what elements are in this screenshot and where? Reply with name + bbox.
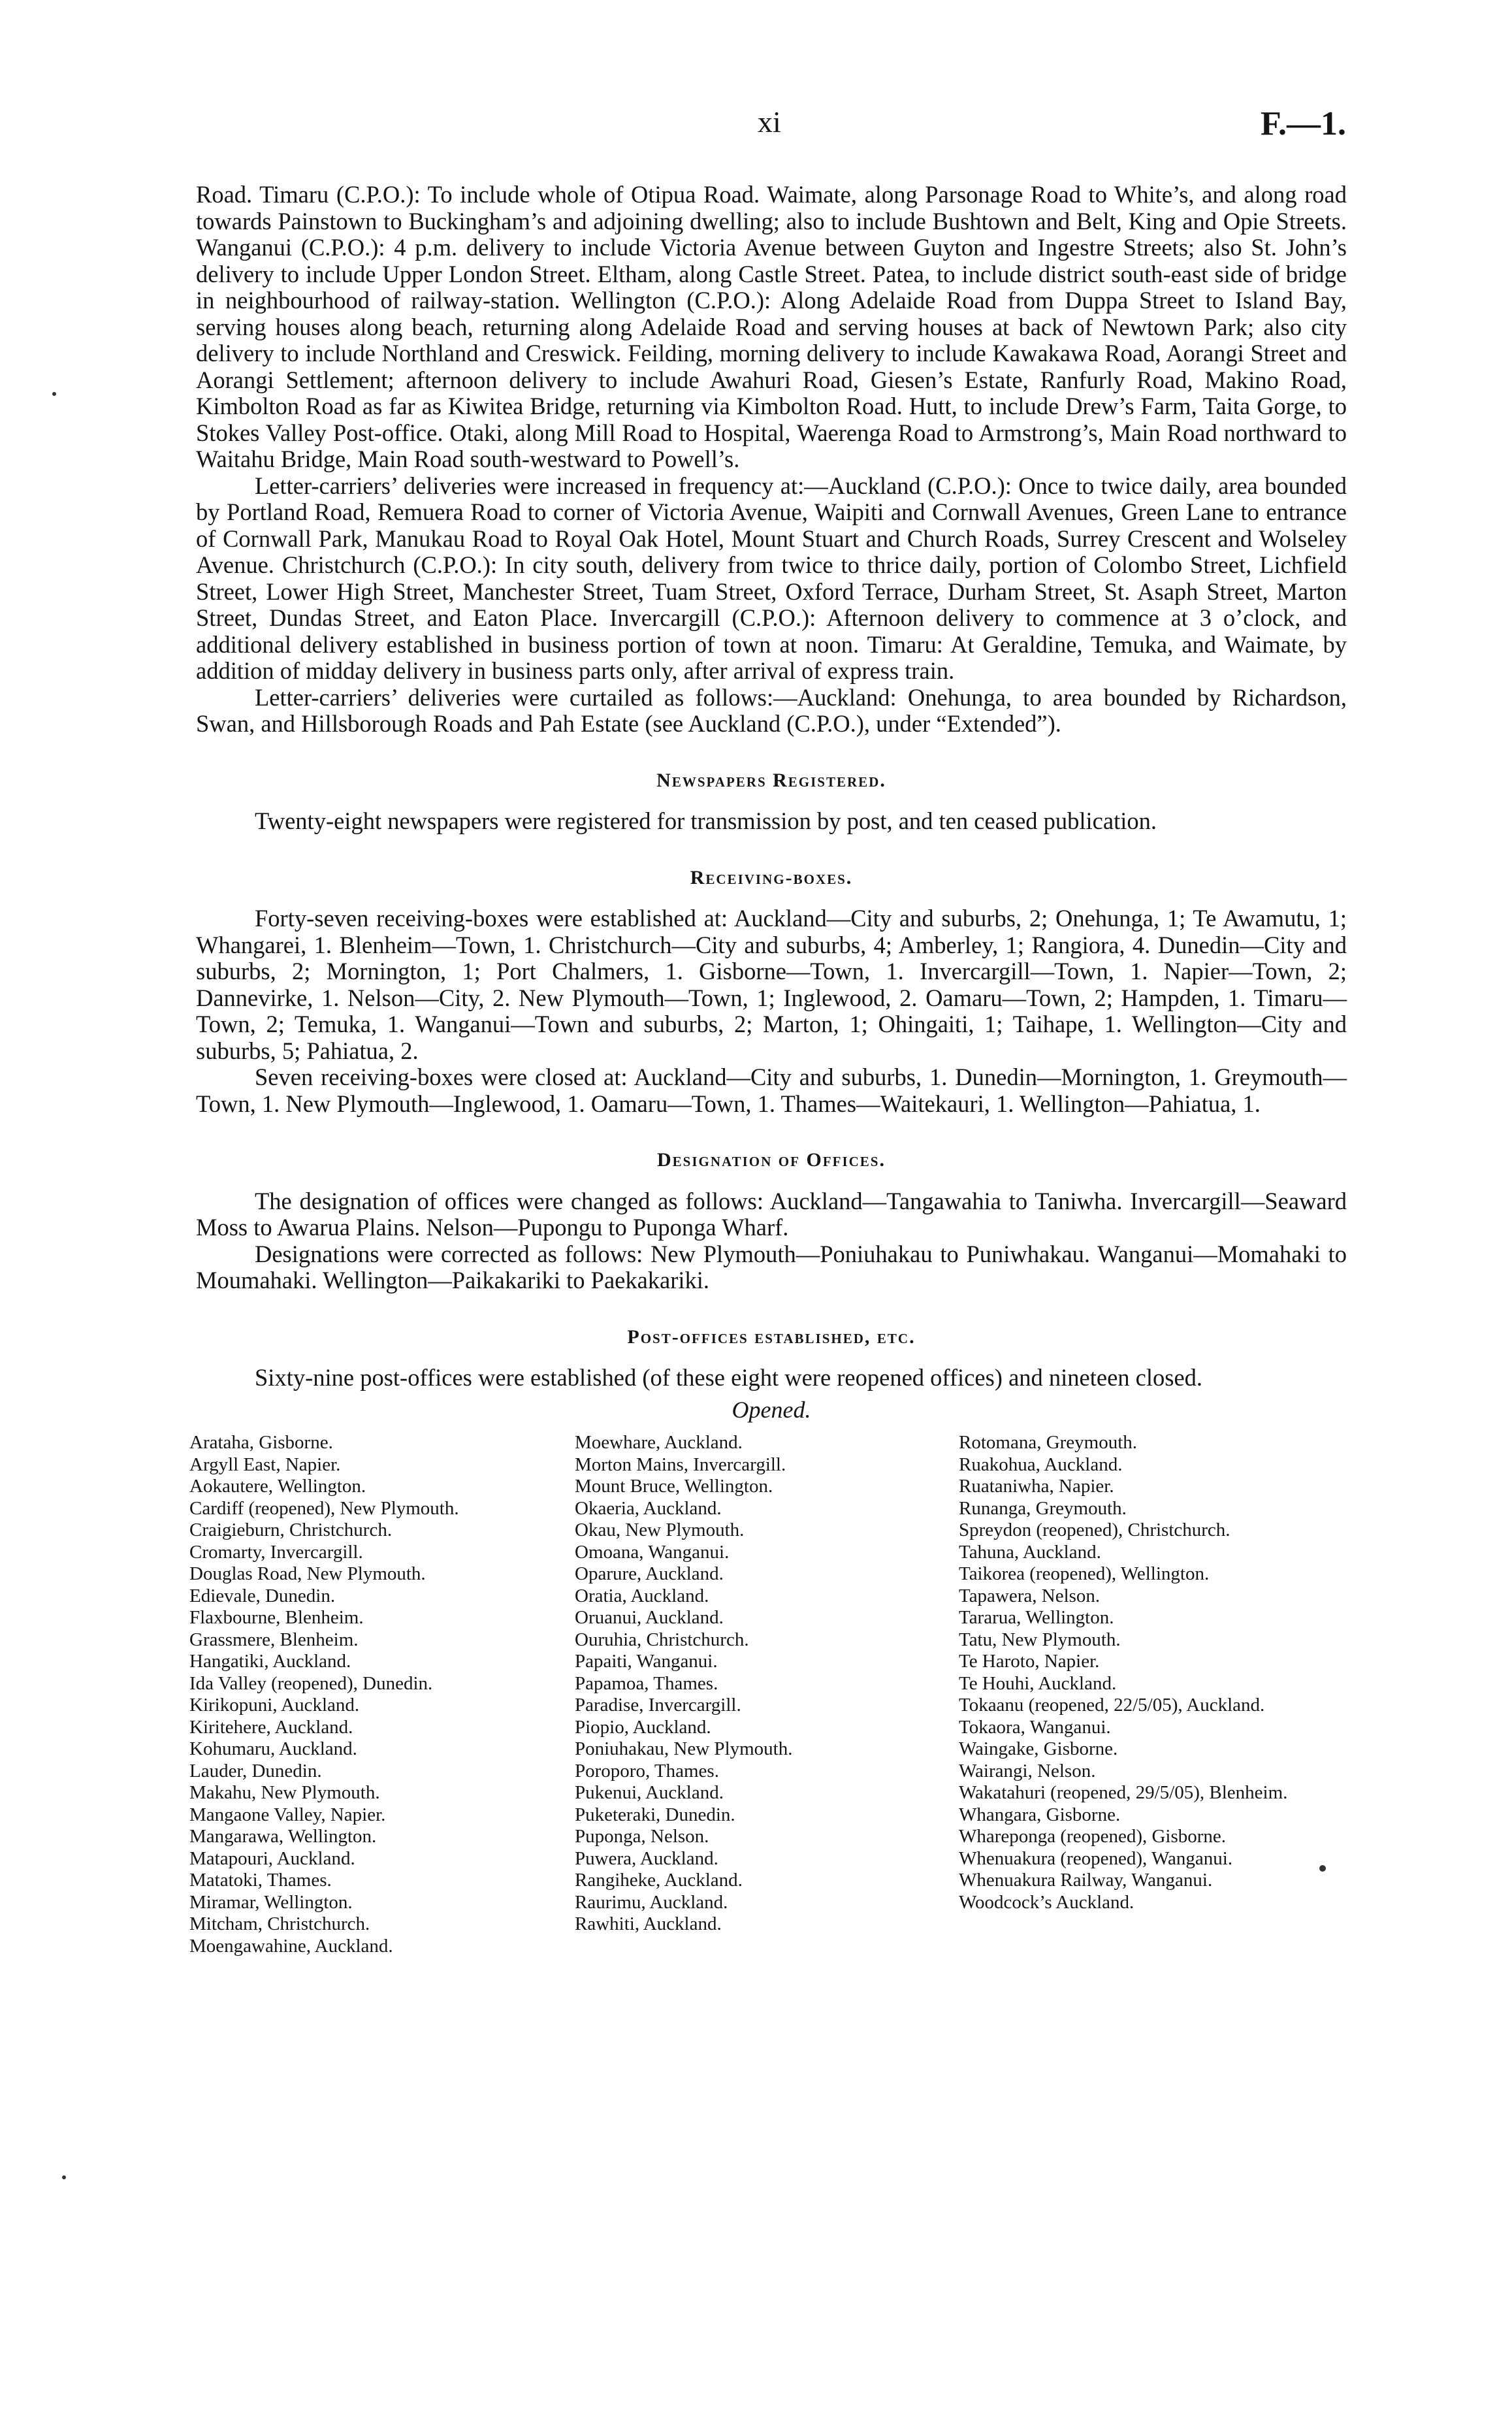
- opened-office-item: Tatu, New Plymouth.: [959, 1629, 1121, 1650]
- opened-office-item: Kiritehere, Auckland.: [189, 1716, 353, 1738]
- opened-office-item: Kirikopuni, Auckland.: [189, 1695, 360, 1716]
- opened-office-item: Pukenui, Auckland.: [575, 1782, 724, 1803]
- opened-office-item: Lauder, Dunedin.: [189, 1760, 322, 1781]
- page-number: xi: [758, 105, 781, 138]
- opened-office-item: Wakatahuri (reopened, 29/5/05), Blenheim.: [959, 1782, 1288, 1803]
- opened-office-item: Tokaora, Wanganui.: [959, 1716, 1111, 1738]
- opened-office-item: Aokautere, Wellington.: [189, 1476, 366, 1497]
- opened-office-item: Okaeria, Auckland.: [575, 1497, 722, 1519]
- opened-office-item: Miramar, Wellington.: [189, 1891, 353, 1913]
- opened-office-item: Ruakohua, Auckland.: [959, 1454, 1123, 1475]
- paragraph-curtailed-deliveries: Letter-carriers’ deliveries were curtailed as follows:—Auckland: Onehunga, to area bounded by Richardson, Swan, and Hillsborough Roads and Pah Estate (see Auckland (C.P.O.), under “Extended”).: [196, 683, 1347, 737]
- opened-office-item: Poniuhakau, New Plymouth.: [575, 1738, 793, 1759]
- opened-office-item: Rotomana, Greymouth.: [959, 1432, 1138, 1453]
- opened-office-item: Arataha, Gisborne.: [189, 1432, 333, 1453]
- opened-office-item: Spreydon (reopened), Christchurch.: [959, 1520, 1231, 1540]
- paragraph-extended-deliveries: Road. Timaru (C.P.O.): To include whole of Otipua Road. Waimate, along Parsonage Road to White’s, and along road towards Painstown to Buckingham’s and adjoining dwelling; also to include Bushtown and Belt, King and Opie Streets. Wanganui (C.P.O.): 4 p.m. delivery to include Victoria Avenue between Guyton and Ingestre Streets; also St. John’s delivery to include Upper London Street. Eltham, along Castle Street. Patea, to include district south-east side of bridge in neighbourhood of railway-station. Wellington (C.P.O.): Along Adelaide Road from Duppa Street to Island Bay, serving houses along beach, returning along Adelaide Road and serving houses at back of Newtown Park; also city delivery to include Northland and Creswick. Feilding, morning delivery to include Kawakawa Road, Aorangi Street and Aorangi Settlement; afternoon delivery to include Awahuri Road, Giesen’s Estate, Ranfurly Road, Makino Road, Kimbolton Road as far as Kiwitea Bridge, returning via Kimbolton Road. Hutt, to include Drew’s Farm, Taita Gorge, to Stokes Valley Post-office. Otaki, along Mill Road to Hospital, Waerenga Road to Armstrong’s, Main Road northward to Waitahu Bridge, Main Road south-westward to Powell’s.: [196, 181, 1347, 472]
- opened-office-item: Oruanui, Auckland.: [575, 1607, 724, 1628]
- opened-office-item: Piopio, Auckland.: [575, 1716, 711, 1738]
- opened-office-item: Ruataniwha, Napier.: [959, 1476, 1114, 1497]
- opened-office-item: Tararua, Wellington.: [959, 1607, 1114, 1628]
- opened-office-item: Douglas Road, New Plymouth.: [189, 1563, 426, 1584]
- opened-list-column-2: [575, 1432, 941, 1936]
- opened-office-item: Moewhare, Auckland.: [575, 1432, 743, 1453]
- opened-list-column-3: [959, 1432, 1351, 1913]
- paragraph-designation-changed: The designation of offices were changed as follows: Auckland—Tangawahia to Taniwha. Invercargill—Seaward Moss to Awarua Plains. Nelson—Pupongu to Puponga Wharf.: [196, 1187, 1347, 1241]
- opened-office-item: Mitcham, Christchurch.: [189, 1913, 370, 1934]
- opened-office-item: Woodcock’s Auckland.: [959, 1891, 1134, 1913]
- print-speck: [52, 392, 56, 396]
- opened-office-item: Te Haroto, Napier.: [959, 1651, 1100, 1672]
- opened-office-item: Kohumaru, Auckland.: [189, 1738, 357, 1759]
- page-content: [189, 181, 1347, 1968]
- opened-office-item: Whenuakura (reopened), Wanganui.: [959, 1847, 1233, 1869]
- opened-office-item: Flaxbourne, Blenheim.: [189, 1607, 364, 1628]
- opened-office-item: Matatoki, Thames.: [189, 1870, 332, 1891]
- opened-office-item: Moengawahine, Auckland.: [189, 1935, 393, 1957]
- opened-office-item: Whareponga (reopened), Gisborne.: [959, 1826, 1227, 1847]
- opened-office-item: Paradise, Invercargill.: [575, 1695, 741, 1716]
- opened-office-item: Runanga, Greymouth.: [959, 1497, 1127, 1519]
- opened-office-item: Puwera, Auckland.: [575, 1847, 718, 1869]
- print-speck: [1319, 1865, 1326, 1872]
- opened-office-item: Tokaanu (reopened, 22/5/05), Auckland.: [959, 1695, 1265, 1716]
- section-heading-receiving-boxes: Receiving-boxes.: [690, 866, 853, 888]
- opened-office-item: Grassmere, Blenheim.: [189, 1629, 359, 1650]
- paragraph-boxes-closed: Seven receiving-boxes were closed at: Auckland—City and suburbs, 1. Dunedin—Mornington, 1. Greymouth—Town, 1. New Plymouth—Inglewood, 1. Oamaru—Town, 1. Thames—Waitekauri, 1. Wellington—Pahiatua, 1.: [196, 1064, 1347, 1117]
- opened-office-item: Mangarawa, Wellington.: [189, 1826, 377, 1847]
- opened-office-item: Wairangi, Nelson.: [959, 1760, 1096, 1781]
- opened-office-item: Puponga, Nelson.: [575, 1826, 709, 1847]
- opened-office-item: Waingake, Gisborne.: [959, 1738, 1118, 1759]
- section-heading-designation: Designation of Offices.: [657, 1149, 886, 1171]
- opened-office-item: Argyll East, Napier.: [189, 1454, 341, 1475]
- opened-office-item: Mangaone Valley, Napier.: [189, 1804, 386, 1825]
- opened-office-item: Mount Bruce, Wellington.: [575, 1476, 773, 1497]
- opened-office-item: Oparure, Auckland.: [575, 1563, 724, 1584]
- opened-office-item: Whangara, Gisborne.: [959, 1804, 1121, 1825]
- opened-offices-lists: [189, 1432, 1347, 1968]
- opened-subheading: Opened.: [732, 1396, 811, 1423]
- opened-office-item: Whenuakura Railway, Wanganui.: [959, 1870, 1213, 1891]
- opened-office-item: Hangatiki, Auckland.: [189, 1651, 351, 1672]
- opened-office-item: Morton Mains, Invercargill.: [575, 1454, 786, 1475]
- paragraph-designation-corrected: Designations were corrected as follows: New Plymouth—Poniuhakau to Puniwhakau. Wanganui—Momahaki to Moumahaki. Wellington—Paikakariki to Paekakariki.: [196, 1240, 1347, 1293]
- paragraph-increased-deliveries: Letter-carriers’ deliveries were increased in frequency at:—Auckland (C.P.O.): Once to twice daily, area bounded by Portland Road, Remuera Road to corner of Victoria Avenue, Waipiti and Cornwall Avenues, Green Lane to entrance of Cornwall Park, Manukau Road to Royal Oak Hotel, Mount Stuart and Church Roads, Surrey Crescent and Wolseley Avenue. Christchurch (C.P.O.): In city south, delivery from twice to thrice daily, portion of Colombo Street, Lichfield Street, Lower High Street, Manchester Street, Tuam Street, Oxford Terrace, Durham Street, St. Asaph Street, Marton Street, Dundas Street, and Eaton Place. Invercargill (C.P.O.): Afternoon delivery to commence at 3 o’clock, and additional delivery established in business portion of town at noon. Timaru: At Geraldine, Temuka, and Waimate, by addition of midday delivery in business parts only, after arrival of express train.: [196, 472, 1347, 684]
- opened-office-item: Ida Valley (reopened), Dunedin.: [189, 1672, 433, 1694]
- opened-office-item: Tapawera, Nelson.: [959, 1585, 1101, 1606]
- paragraph-newspapers: Twenty-eight newspapers were registered for transmission by post, and ten ceased publication.: [255, 807, 1157, 834]
- opened-office-item: Okau, New Plymouth.: [575, 1520, 745, 1540]
- opened-office-item: Poroporo, Thames.: [575, 1760, 719, 1781]
- opened-office-item: Cardiff (reopened), New Plymouth.: [189, 1497, 459, 1519]
- page-header: [0, 105, 1512, 157]
- print-speck: [62, 2175, 66, 2179]
- opened-office-item: Tahuna, Auckland.: [959, 1541, 1101, 1563]
- opened-office-item: Edievale, Dunedin.: [189, 1585, 336, 1606]
- opened-office-item: Makahu, New Plymouth.: [189, 1782, 380, 1803]
- opened-office-item: Cromarty, Invercargill.: [189, 1541, 363, 1563]
- section-heading-newspapers: Newspapers Registered.: [656, 769, 886, 791]
- document-reference: F.—1.: [1261, 105, 1346, 142]
- opened-office-item: Omoana, Wanganui.: [575, 1541, 730, 1563]
- opened-office-item: Taikorea (reopened), Wellington.: [959, 1563, 1210, 1584]
- opened-office-item: Rawhiti, Auckland.: [575, 1913, 722, 1934]
- opened-list-column-1: [189, 1432, 555, 1957]
- paragraph-boxes-established: Forty-seven receiving-boxes were established at: Auckland—City and suburbs, 2; Onehunga, 1; Te Awamutu, 1; Whangarei, 1. Blenheim—Town, 1. Christchurch—City and suburbs, 4; Amberley, 1; Rangiora, 4. Dunedin—City and suburbs, 2; Mornington, 1; Port Chalmers, 1. Gisborne—Town, 1. Invercargill—Town, 1. Napier—Town, 2; Dannevirke, 1. Nelson—City, 2. New Plymouth—Town, 1; Inglewood, 2. Oamaru—Town, 2; Hampden, 1. Timaru—Town, 2; Temuka, 1. Wanganui—Town and suburbs, 2; Marton, 1; Ohingaiti, 1; Taihape, 1. Wellington—City and suburbs, 5; Pahiatua, 2.: [196, 905, 1347, 1064]
- paragraph-post-offices: Sixty-nine post-offices were established (of these eight were reopened offices) and nineteen closed.: [255, 1364, 1203, 1391]
- opened-office-item: Rangiheke, Auckland.: [575, 1870, 743, 1891]
- opened-office-item: Raurimu, Auckland.: [575, 1891, 728, 1913]
- opened-office-item: Ouruhia, Christchurch.: [575, 1629, 749, 1650]
- opened-office-item: Te Houhi, Auckland.: [959, 1672, 1117, 1694]
- opened-office-item: Craigieburn, Christchurch.: [189, 1520, 393, 1540]
- opened-office-item: Puketeraki, Dunedin.: [575, 1804, 735, 1825]
- opened-office-item: Matapouri, Auckland.: [189, 1847, 355, 1869]
- opened-office-item: Oratia, Auckland.: [575, 1585, 709, 1606]
- opened-office-item: Papamoa, Thames.: [575, 1672, 718, 1694]
- opened-office-item: Papaiti, Wanganui.: [575, 1651, 718, 1672]
- section-heading-post-offices: Post-offices established, etc.: [627, 1325, 916, 1348]
